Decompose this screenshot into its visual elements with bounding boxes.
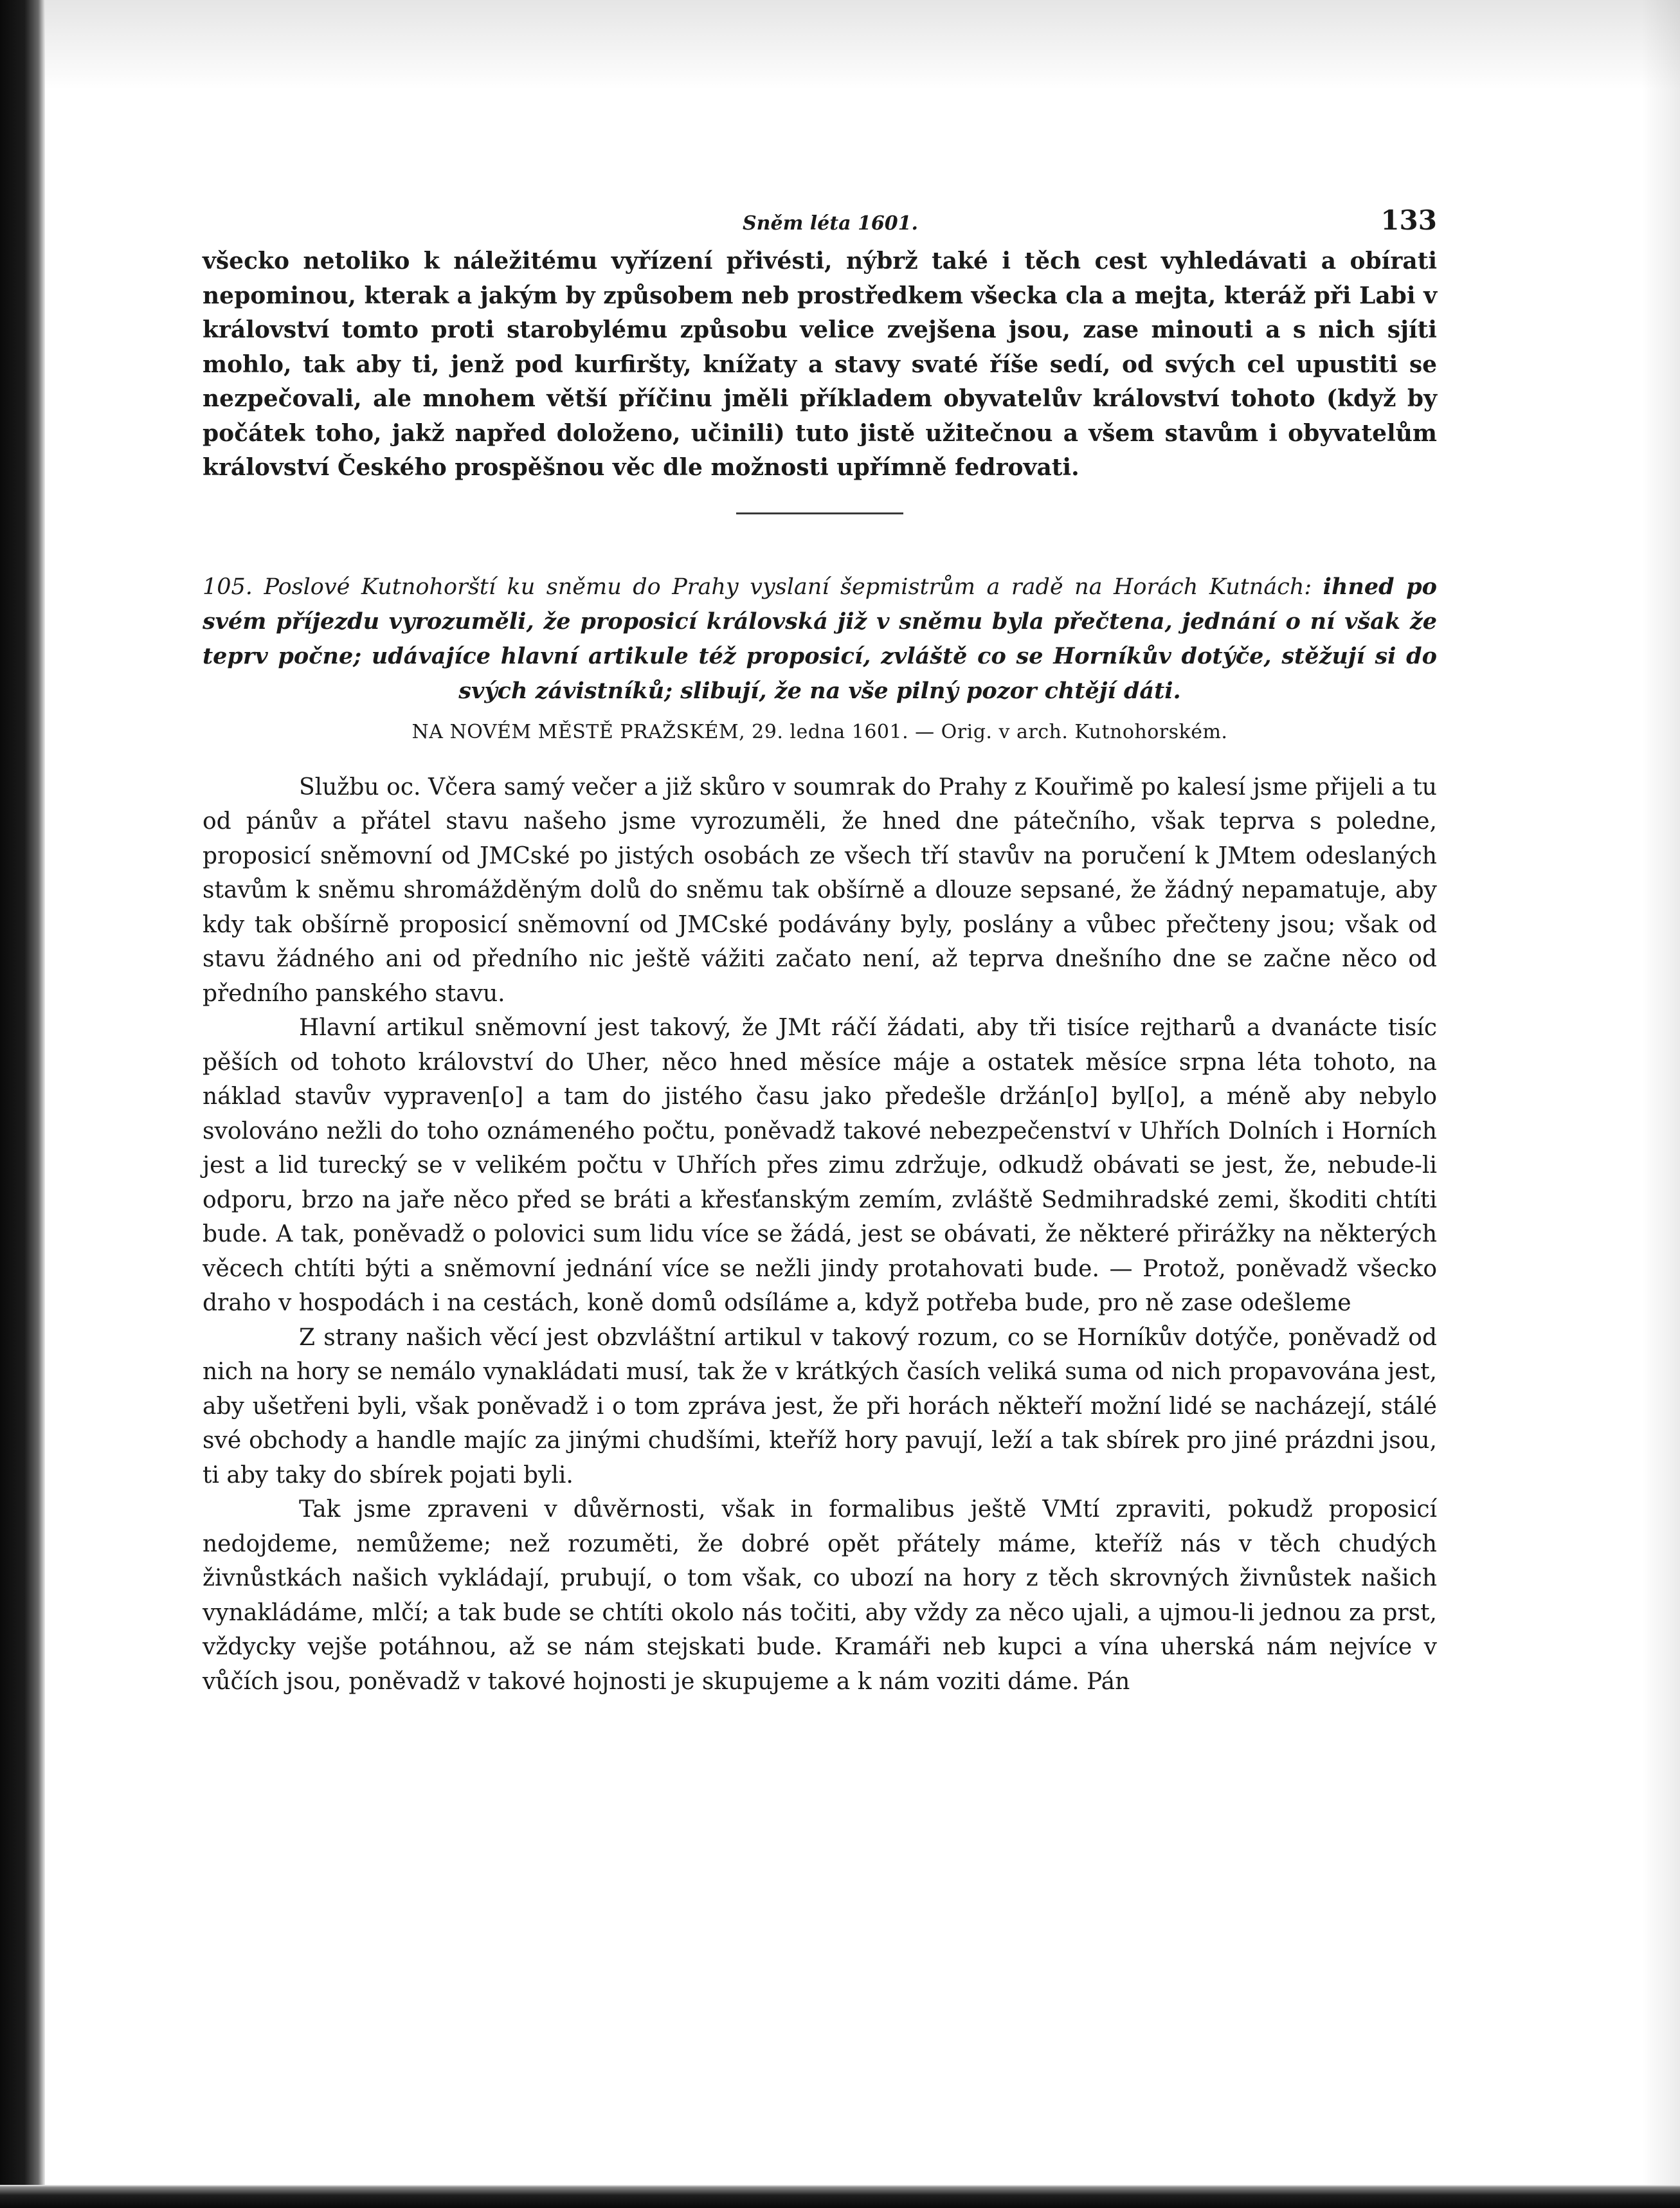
document-heading-text: Poslové Kutnohorští ku sněmu do Prahy vyslaní šepmistrům a radě na Horách Kutnách:	[264, 574, 1312, 600]
document-summary: ihned po svém příjezdu vyrozuměli, že proposicí královská již v sněmu byla přečtena, jednání o ní však že teprv počne; udávajíce hlavní artikule též proposicí, zvláště co se Horníkův dotýče, stěžují si do svých závistníků; slibují, že na vše pilný pozor chtějí dáti.	[203, 573, 1437, 704]
document-number: 105.	[203, 574, 253, 600]
document-heading	[203, 570, 1437, 709]
letter-paragraph: Z strany našich věcí jest obzvláštní artikul v takový rozum, co se Horníkův dotýče, poněvadž od nich na hory se nemálo vynakládati musí, tak že v krátkých časích veliká suma od nich propavována jest, aby ušetřeni byli, však poněvadž i o tom zpráva jest, že při horách někteří možní lidé se nacházejí, stálé své obchody a handle majíc za jinými chudšími, kteříž hory pavují, leží a tak sbírek pro jiné prázdni jsou, ti aby taky do sbírek pojati byli.	[203, 1324, 1437, 1489]
scan-border-bottom	[0, 2185, 1680, 2208]
letter-paragraph: Hlavní artikul sněmovní jest takový, že JMt ráčí žádati, aby tři tisíce rejtharů a dvanácte tisíc pěších od tohoto království do Uher, něco hned měsíce máje a ostatek měsíce srpna léta tohoto, na náklad stavův vypraven[o] a tam do jistého času jako předešle držán[o] byl[o], a méně aby nebylo svolováno nežli do toho oznámeného počtu, poněvadž takové nebezpečenství v Uhřích Dolních i Horních jest a lid turecký se v velikém počtu v Uhřích přes zimu zdržuje, odkudž obávati se jest, že, nebude-li odporu, brzo na jaře něco před se bráti a křesťanským zemím, zvláště Sedmihradské zemi, škoditi chtíti bude. A tak, poněvadž o polovici sum lidu více se žádá, jest se obávati, že některé přirážky na některých věcech chtíti býti a sněmovní jednání více se nežli jindy protahovati bude. — Protož, poněvadž všecko draho v hospodách i na cestách, koně domů odsíláme a, když potřeba bude, pro ně zase odešleme	[203, 1015, 1437, 1316]
document-source: NA NOVÉM MĚSTĚ PRAŽSKÉM, 29. ledna 1601. — Orig. v arch. Kutnohorském.	[411, 720, 1228, 743]
scan-shade-right	[1641, 0, 1680, 2208]
scan-shade-top	[45, 0, 1680, 90]
section-divider	[736, 512, 903, 514]
letter-paragraph: Tak jsme zpraveni v důvěrnosti, však in formalibus ještě VMtí zpraviti, pokudž proposicí nedojdeme, nemůžeme; než rozuměti, že dobré opět přátely máme, kteříž nás v těch chudých živnůstkách našich vykládají, prubují, o tom však, co ubozí na hory z těch skrovných živnůstek našich vynakládáme, mlčí; a tak bude se chtíti okolo nás točiti, aby vždy za něco ujali, a ujmou-li jednou za prst, vždycky vejše potáhnou, až se nám stejskati bude. Kramáři neb kupci a vína uherská nám nejvíce v vůčích jsou, poněvadž v takové hojnosti je skupujeme a k nám voziti dáme. Pán	[203, 1496, 1437, 1695]
letter-body	[203, 770, 1437, 1699]
scan-border-left	[0, 0, 45, 2208]
running-head-title: Sněm léta 1601.	[743, 212, 918, 235]
page-number: 133	[1380, 204, 1437, 236]
continuation-paragraph: všecko netoliko k náležitému vyřízení přivésti, nýbrž také i těch cest vyhledávati a obírati nepominou, kterak a jakým by způsobem neb prostředkem všecka cla a mejta, kteráž při Labi v království tomto proti starobylému způsobu velice zvejšena jsou, zase minouti a s nich sjíti mohlo, tak aby ti, jenž pod kurfiršty, knížaty a stavy svaté říše sedí, od svých cel upustiti se nezpečovali, ale mnohem větší příčinu jměli příkladem obyvatelův království tohoto (když by počátek toho, jakž napřed doloženo, učinili) tuto jistě užitečnou a všem stavům i obyvatelům království Českého prospěšnou věc dle možnosti upřímně fedrovati.	[203, 248, 1437, 481]
book-page	[203, 193, 1437, 1699]
running-head	[203, 193, 1437, 244]
letter-paragraph: Službu oc. Včera samý večer a již skůro v soumrak do Prahy z Kouřimě po kalesí jsme přijeli a tu od pánův a přátel stavu našeho jsme vyrozuměli, že hned dne pátečního, však teprva s poledne, proposicí sněmovní od JMCské po jistých osobách ze všech tří stavův na poručení k JMtem odeslaných stavům k sněmu shromážděným dolů do sněmu tak obšírně a dlouze sepsané, že žádný nepamatuje, aby kdy tak obšírně proposicí sněmovní od JMCské podávány byly, poslány a vůbec přečteny jsou; však od stavu žádného ani od předního nic ještě vážiti začato není, až teprva dnešního dne se začne něco od předního panského stavu.	[203, 774, 1437, 1007]
